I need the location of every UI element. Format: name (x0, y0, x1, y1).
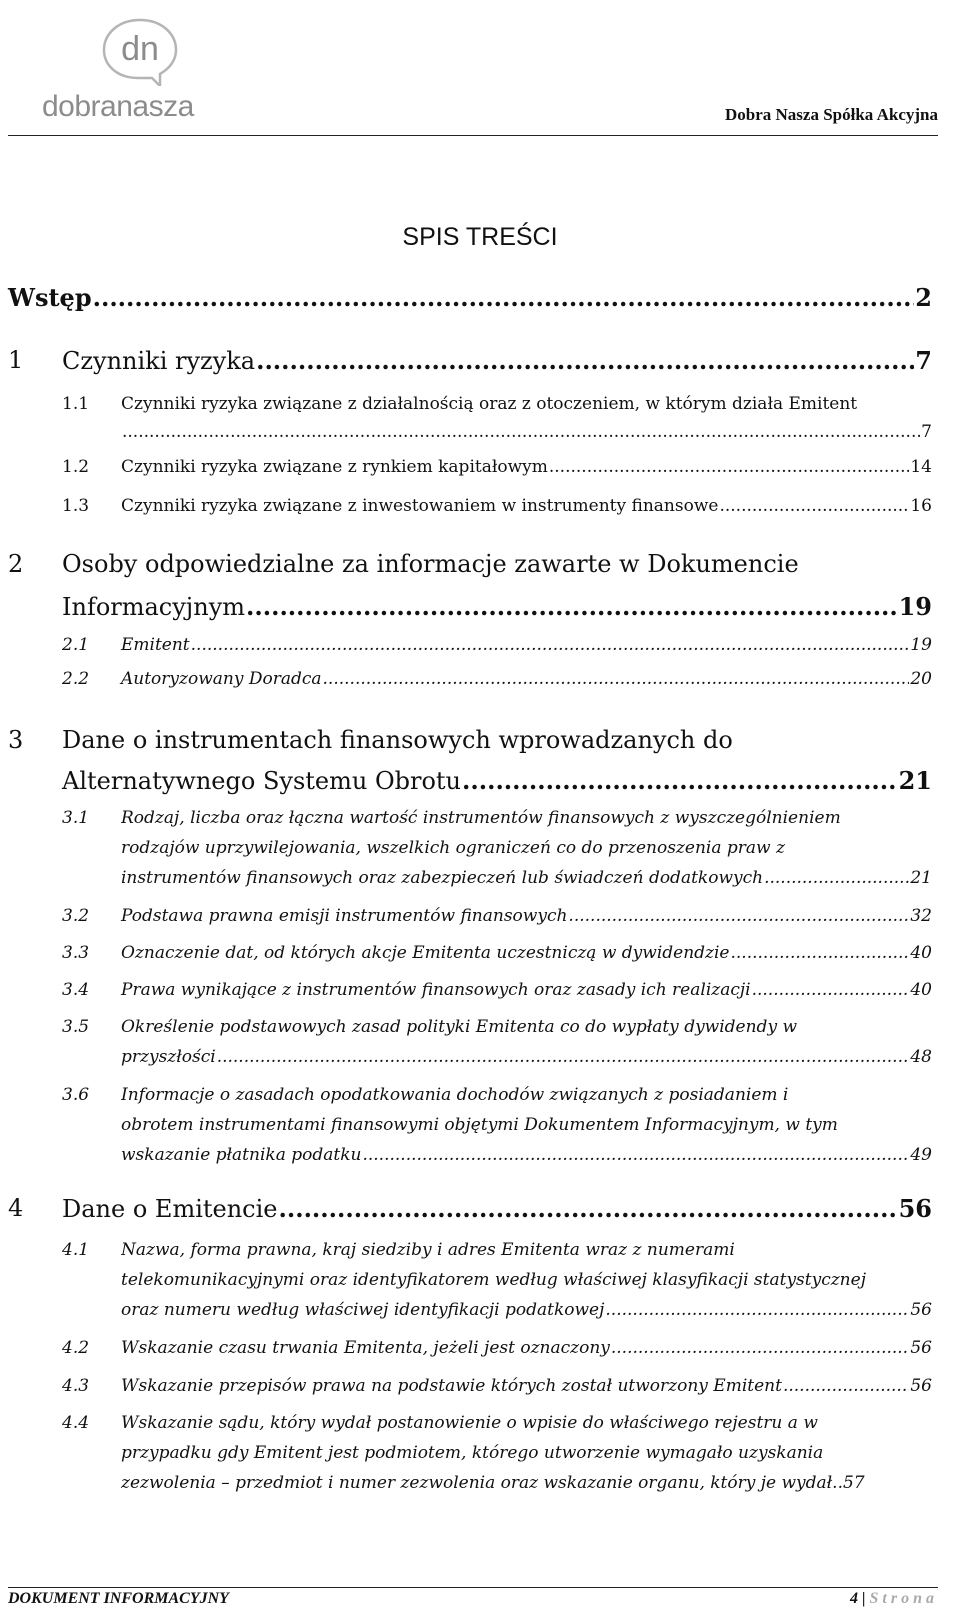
toc-label: Określenie podstawowych zasad polityki Emitenta co do wypłaty dywidendy w (121, 1017, 797, 1037)
toc-page-number: 56 (910, 1300, 932, 1320)
footer-divider (8, 1587, 938, 1588)
toc-label-cont: rodzajów uprzywilejowania, wszelkich ograniczeń co do przenoszenia praw z (121, 838, 785, 858)
toc-page-number: 2 (915, 283, 932, 312)
toc-label: Dane o Emitencie (62, 1195, 278, 1223)
toc-label: Dane o instrumentach finansowych wprowadzanych do (62, 726, 733, 754)
toc-page-number: 49 (910, 1145, 932, 1165)
toc-page-number: 16 (910, 496, 932, 516)
logo-wordmark: dobranasza (42, 90, 194, 123)
toc-page-number: 56 (910, 1338, 932, 1358)
toc-label: Podstawa prawna emisji instrumentów finansowych (121, 906, 568, 926)
toc-label-cont: Informacyjnym (62, 593, 246, 621)
company-logo (28, 8, 243, 126)
toc-number: 4.4 (62, 1413, 90, 1433)
toc-page-number: 48 (910, 1047, 932, 1067)
toc-number: 2.2 (62, 669, 90, 689)
page-title: SPIS TREŚCI (402, 223, 558, 251)
toc-number: 3 (8, 726, 24, 754)
toc-label: Emitent (121, 635, 190, 655)
logo-speech-bubble-icon (100, 16, 180, 86)
toc-number: 1 (8, 346, 24, 374)
toc-number: 3.5 (62, 1017, 90, 1037)
footer-page-number: 4 (850, 1590, 858, 1607)
toc-label-cont: obrotem instrumentami finansowymi objętymi Dokumentem Informacyjnym, w tym (121, 1115, 838, 1135)
toc-label-cont: przyszłości (121, 1047, 216, 1067)
toc-number: 2 (8, 550, 24, 578)
toc-label-cont: oraz numeru według właściwej identyfikacji podatkowej (121, 1300, 605, 1320)
toc-label-cont: przypadku gdy Emitent jest podmiotem, którego utworzenie wymagało uzyskania (121, 1443, 824, 1463)
toc-label: Czynniki ryzyka związane z działalnością oraz z otoczeniem, w którym działa Emitent (121, 394, 858, 414)
toc-label-cont: Alternatywnego Systemu Obrotu (62, 767, 462, 795)
toc-number: 1.1 (62, 394, 90, 414)
toc-page-number: 7 (915, 346, 932, 375)
toc-label: Czynniki ryzyka (62, 347, 256, 375)
toc-page-number: 21 (910, 868, 932, 888)
toc-label: Nazwa, forma prawna, kraj siedziby i adres Emitenta wraz z numerami (121, 1240, 735, 1260)
toc-label-cont: telekomunikacyjnymi oraz identyfikatorem według właściwej klasyfikacji statystycznej (121, 1270, 866, 1290)
toc-label: Autoryzowany Doradca (121, 669, 322, 689)
footer-separator: | (862, 1590, 866, 1607)
toc-number: 2.1 (62, 635, 90, 655)
toc-label: Wskazanie przepisów prawa na podstawie których został utworzony Emitent (121, 1376, 782, 1396)
toc-label: Wskazanie sądu, który wydał postanowienie o wpisie do właściwego rejestru a w (121, 1413, 818, 1433)
toc-number: 3.2 (62, 906, 90, 926)
toc-label: Prawa wynikające z instrumentów finansowych oraz zasady ich realizacji (121, 980, 751, 1000)
toc-page-number: 20 (910, 669, 932, 689)
toc-page-number: 40 (910, 980, 932, 1000)
toc-label: Czynniki ryzyka związane z inwestowaniem w instrumenty finansowe (121, 496, 719, 516)
toc-label: Informacje o zasadach opodatkowania dochodów związanych z posiadaniem i (121, 1085, 789, 1105)
toc-label: Wskazanie czasu trwania Emitenta, jeżeli jest oznaczony (121, 1338, 610, 1358)
toc-page-number: 14 (910, 457, 932, 477)
toc-label: Rodzaj, liczba oraz łączna wartość instrumentów finansowych z wyszczególnieniem (121, 808, 841, 828)
toc-number: 3.1 (62, 808, 90, 828)
footer-document-name: DOKUMENT INFORMACYJNY (8, 1590, 229, 1607)
toc-page-number: 56 (910, 1376, 932, 1396)
toc-number: 1.2 (62, 457, 90, 477)
toc-label: Czynniki ryzyka związane z rynkiem kapitałowym (121, 457, 548, 477)
toc-label-cont: zezwolenia – przedmiot i numer zezwolenia oraz wskazanie organu, który je wydał.. (121, 1473, 843, 1493)
footer-page-info (850, 1590, 938, 1608)
toc-page-number: 19 (898, 592, 932, 621)
toc-number: 4.2 (62, 1338, 90, 1358)
logo-mark: dn (121, 30, 159, 68)
toc-number: 1.3 (62, 496, 90, 516)
toc-label: Osoby odpowiedzialne za informacje zawarte w Dokumencie (62, 550, 799, 578)
toc-page-number: 7 (921, 422, 932, 442)
toc-page-number: 56 (898, 1194, 932, 1223)
toc-page-number: 19 (910, 635, 932, 655)
footer-strona-label: Strona (869, 1590, 938, 1607)
toc-label-cont: instrumentów finansowych oraz zabezpieczeń lub świadczeń dodatkowych (121, 868, 764, 888)
toc-number: 4 (8, 1194, 24, 1222)
toc-number: 3.6 (62, 1085, 90, 1105)
toc-number: 3.3 (62, 943, 90, 963)
toc-label: Oznaczenie dat, od których akcje Emitenta uczestniczą w dywidendzie (121, 943, 730, 963)
toc-label-cont: wskazanie płatnika podatku (121, 1145, 362, 1165)
toc-label: Wstęp (8, 283, 92, 312)
company-name: Dobra Nasza Spółka Akcyjna (724, 105, 938, 124)
toc-page-number: 32 (910, 906, 932, 926)
toc-number: 4.1 (62, 1240, 90, 1260)
toc-page-number: 40 (910, 943, 932, 963)
toc-number: 3.4 (62, 980, 90, 1000)
header-divider (8, 135, 938, 136)
toc-page-number: 21 (898, 766, 932, 795)
toc-page-number: 57 (842, 1473, 865, 1493)
toc-number: 4.3 (62, 1376, 90, 1396)
